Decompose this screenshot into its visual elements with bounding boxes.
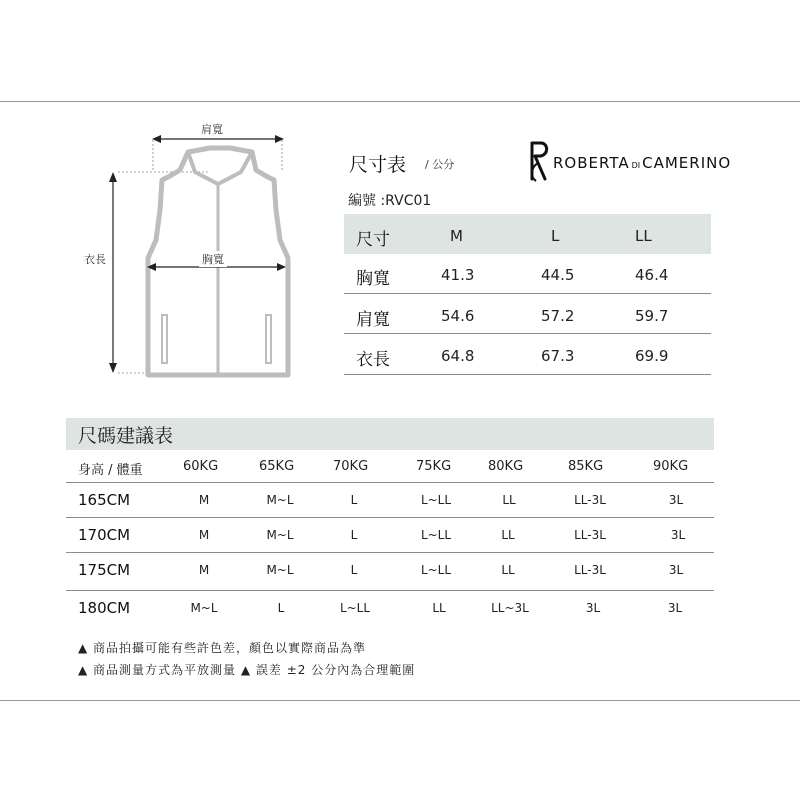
rec-cell: M~L: [266, 563, 294, 577]
rec-cell: L~LL: [420, 493, 452, 507]
height-170: 170CM: [78, 526, 131, 544]
rec-cell: L: [350, 493, 358, 507]
size-col-l: L: [551, 227, 560, 245]
note-measurement-disclaimer: ▲ 商品測量方式為平放測量 ▲ 誤差 ±2 公分內為合理範圍: [78, 663, 416, 677]
rec-cell: LL: [432, 601, 446, 615]
rec-cell: LL-3L: [574, 493, 606, 507]
weight-col-6: 90KG: [653, 459, 689, 474]
rec-cell: 3L: [667, 601, 683, 615]
chest-ll: 46.4: [635, 266, 669, 284]
length-label: 衣長: [84, 253, 106, 266]
rec-cell: LL-3L: [574, 563, 606, 577]
size-row-divider: [344, 293, 711, 294]
shoulder-l: 57.2: [541, 307, 575, 325]
rec-cell: LL: [502, 493, 516, 507]
recommendation-title: 尺碼建議表: [78, 425, 174, 447]
rec-cell: 3L: [670, 528, 686, 542]
size-table-title: 尺寸表: [349, 154, 407, 176]
chest-l: 44.5: [541, 266, 575, 284]
rec-cell: M~L: [190, 601, 218, 615]
shoulder-m: 54.6: [441, 307, 475, 325]
unit-label: / 公分: [425, 158, 455, 171]
row-label-chest: 胸寬: [356, 269, 390, 289]
weight-col-1: 65KG: [259, 459, 295, 474]
rec-cell: M: [198, 563, 210, 577]
vest-outline-icon: [60, 110, 320, 390]
rec-cell: 3L: [668, 563, 684, 577]
row-label-shoulder: 肩寬: [356, 310, 390, 330]
rec-cell: 3L: [668, 493, 684, 507]
length-ll: 69.9: [635, 347, 669, 365]
row-label-length: 衣長: [356, 350, 390, 370]
weight-col-4: 80KG: [488, 459, 524, 474]
vest-diagram: [60, 110, 320, 390]
brand-r-icon: [526, 137, 554, 185]
rec-cell: L: [277, 601, 285, 615]
rec-row-divider: [66, 517, 714, 518]
top-divider: [0, 101, 800, 102]
rec-row-divider: [66, 590, 714, 591]
note-color-disclaimer: ▲ 商品拍攝可能有些許色差，顏色以實際商品為準: [78, 641, 367, 655]
rec-cell: LL: [501, 563, 515, 577]
bottom-divider: [0, 700, 800, 701]
rec-cell: M: [198, 528, 210, 542]
height-175: 175CM: [78, 561, 131, 579]
size-row-divider: [344, 333, 711, 334]
rec-cell: LL: [501, 528, 515, 542]
chest-label: 胸寬: [199, 251, 227, 267]
corner-label: 身高 / 體重: [78, 463, 143, 478]
height-165: 165CM: [78, 491, 131, 509]
weight-col-3: 75KG: [416, 459, 452, 474]
size-col-m: M: [450, 227, 463, 245]
rec-cell: M~L: [266, 528, 294, 542]
shoulder-ll: 59.7: [635, 307, 669, 325]
rec-row-divider: [66, 482, 714, 483]
chest-m: 41.3: [441, 266, 475, 284]
rec-row-divider: [66, 552, 714, 553]
rec-cell: L: [350, 528, 358, 542]
brand-logo: [526, 137, 732, 185]
length-l: 67.3: [541, 347, 575, 365]
rec-cell: L~LL: [420, 528, 452, 542]
rec-cell: L~LL: [420, 563, 452, 577]
rec-cell: 3L: [585, 601, 601, 615]
weight-col-0: 60KG: [183, 459, 219, 474]
size-table-header: [344, 214, 711, 254]
size-col-ll: LL: [635, 227, 652, 245]
rec-cell: LL-3L: [574, 528, 606, 542]
length-m: 64.8: [441, 347, 475, 365]
size-col-header: 尺寸: [356, 230, 390, 250]
weight-col-5: 85KG: [568, 459, 604, 474]
weight-col-2: 70KG: [333, 459, 369, 474]
rec-cell: L~LL: [339, 601, 371, 615]
rec-cell: M~L: [266, 493, 294, 507]
brand-name: ROBERTA DI CAMERINO: [553, 154, 732, 172]
height-180: 180CM: [78, 599, 131, 617]
rec-cell: M: [198, 493, 210, 507]
rec-cell: L: [350, 563, 358, 577]
shoulder-label: 肩寬: [198, 121, 226, 137]
size-row-divider: [344, 374, 711, 375]
rec-cell: LL~3L: [491, 601, 529, 615]
product-code: 編號 :RVC01: [348, 193, 432, 209]
